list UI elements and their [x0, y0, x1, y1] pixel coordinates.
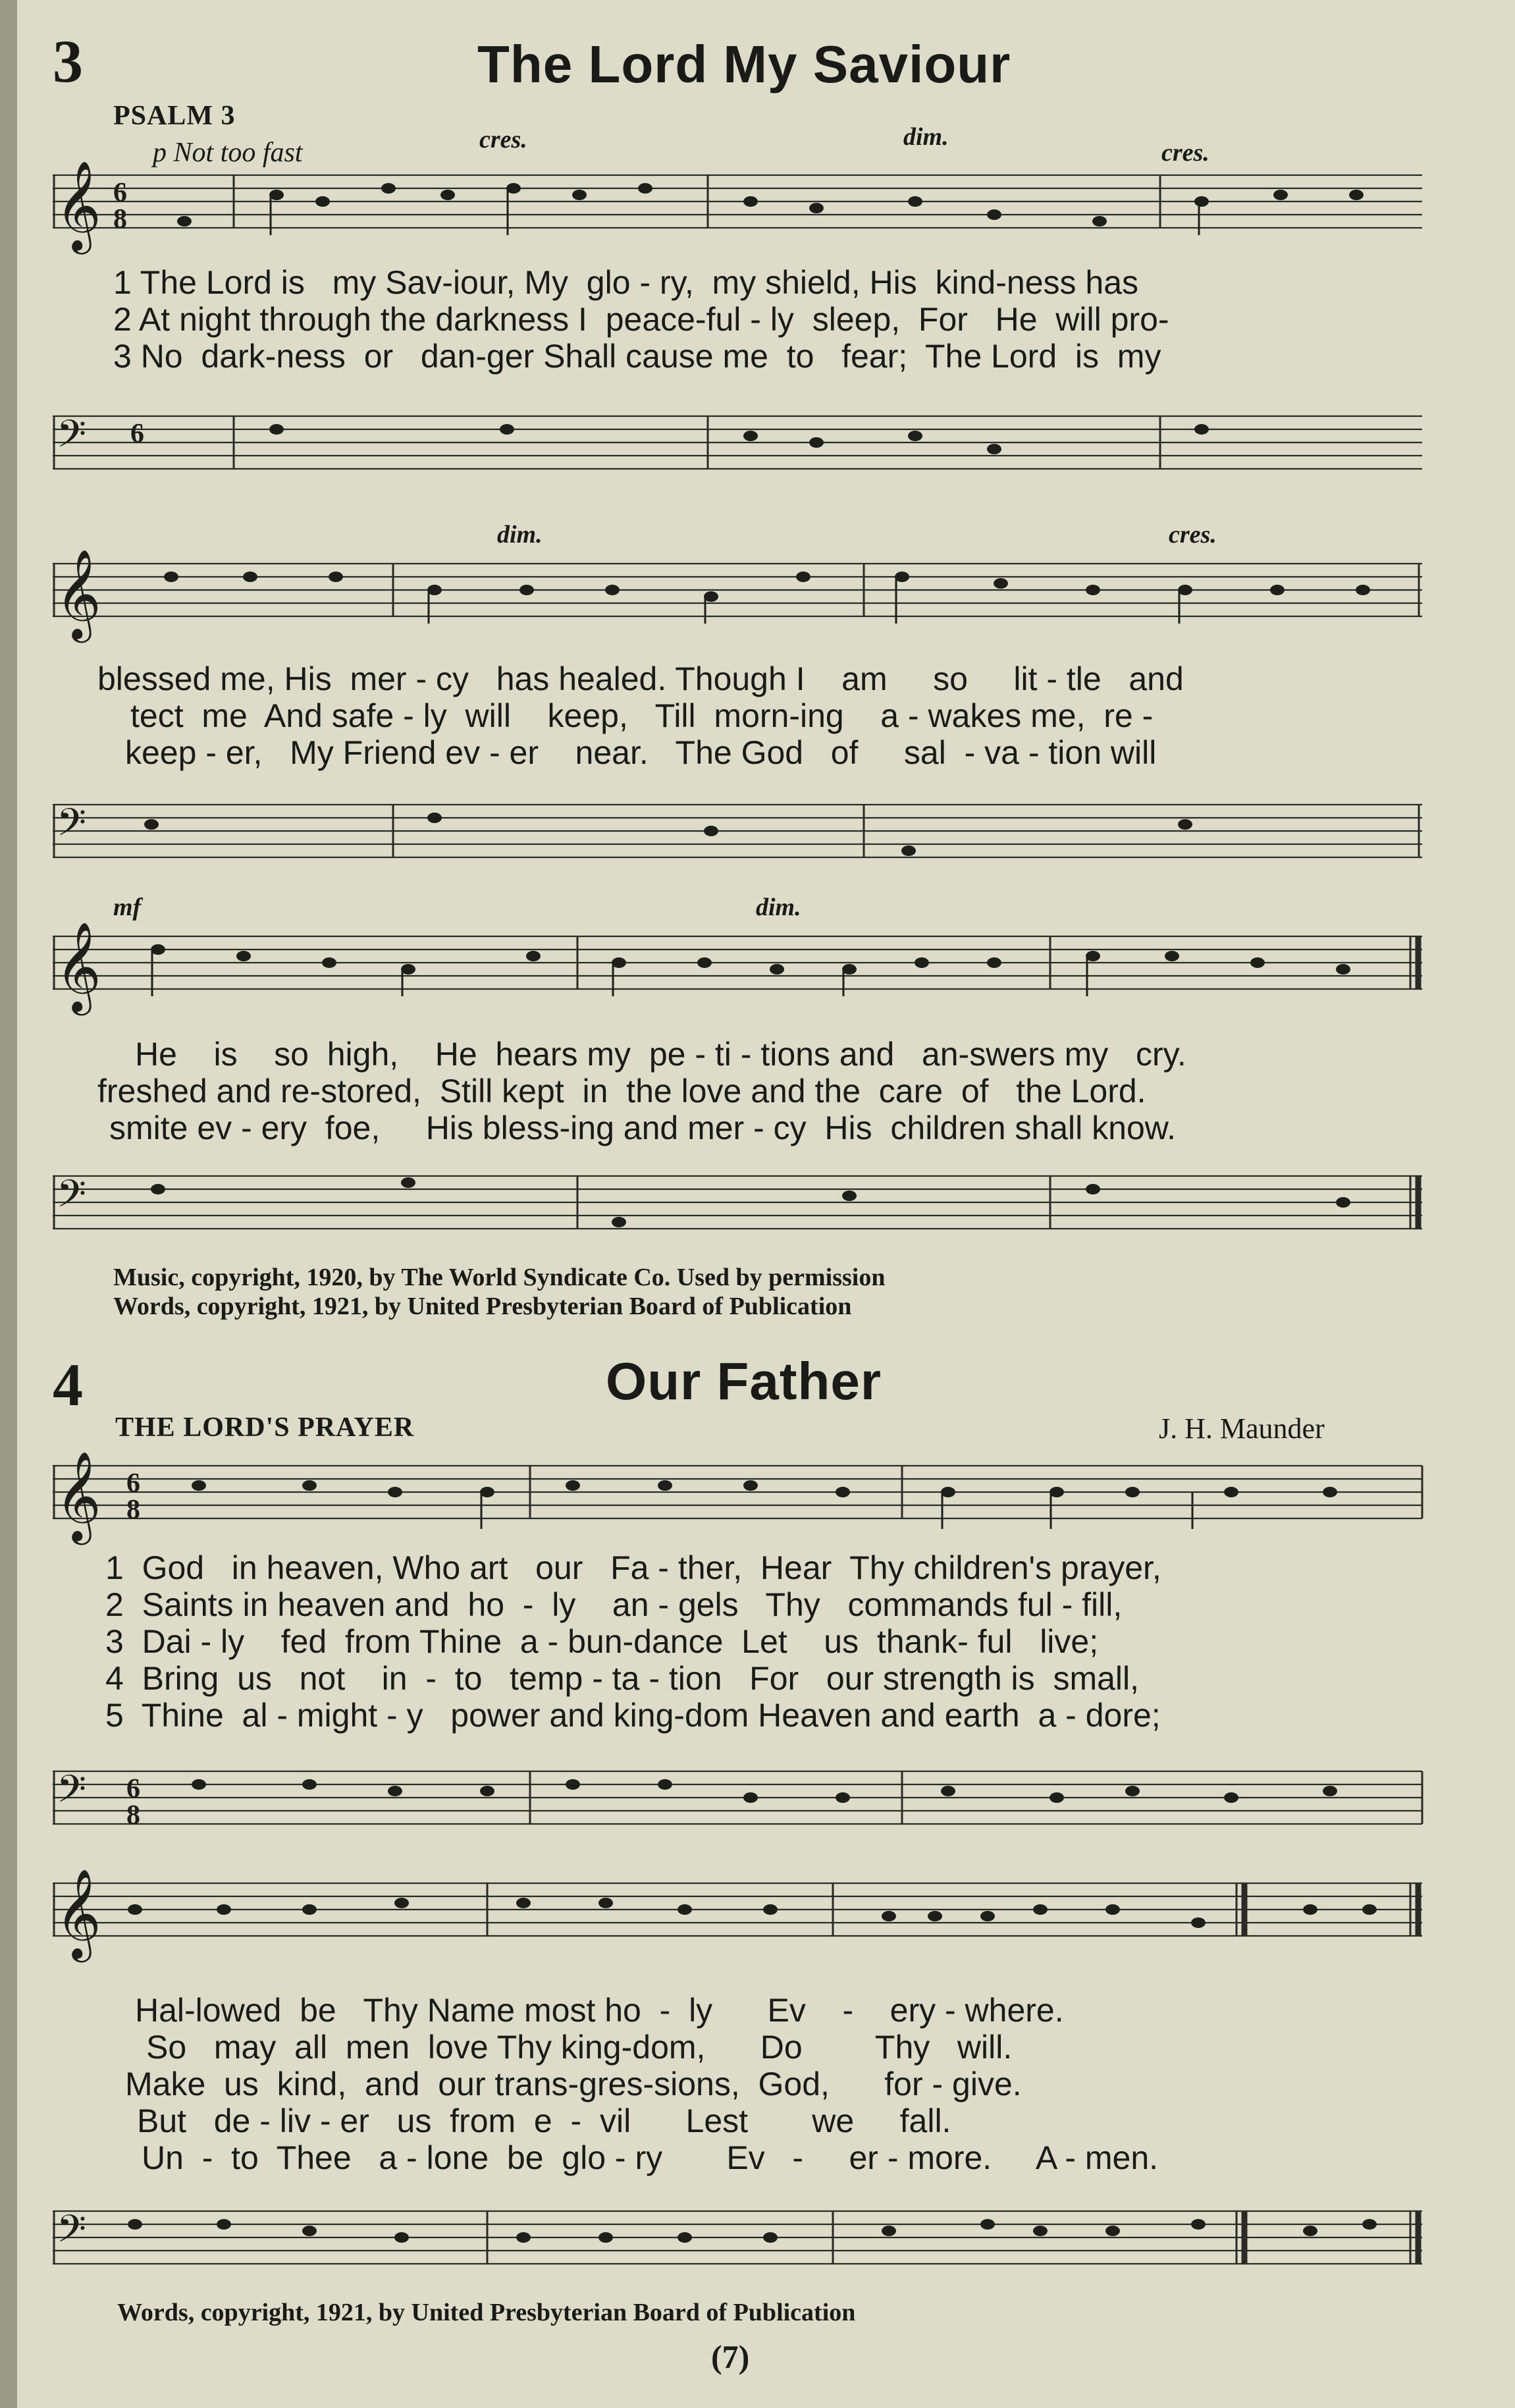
- hymn-source: THE LORD'S PRAYER: [115, 1412, 415, 1443]
- svg-text:𝄞: 𝄞: [55, 159, 101, 250]
- dynamic-mark: p: [153, 138, 167, 168]
- svg-text:8: 8: [126, 1495, 140, 1525]
- dynamic-dim: dim.: [497, 521, 543, 548]
- copyright-line: Words, copyright, 1921, by United Presbyterian Board of Publication: [117, 2299, 856, 2326]
- bass-staff: [53, 414, 1422, 479]
- lyric-line: 1 God in heaven, Who art our Fa - ther, Hear Thy children's prayer,: [105, 1549, 1161, 1586]
- dynamic-mf: mf: [113, 894, 142, 921]
- lyric-line: So may all men love Thy king-dom, Do Thy will.: [146, 2029, 1013, 2066]
- lyric-line: Hal-lowed be Thy Name most ho - ly Ev - ery - where.: [135, 1992, 1064, 2029]
- svg-text:6: 6: [130, 419, 144, 449]
- svg-text:6: 6: [126, 1468, 140, 1499]
- lyric-line: He is so high, He hears my pe - ti - tions and an-swers my cry.: [135, 1036, 1186, 1073]
- dynamic-cres: cres.: [1169, 521, 1217, 548]
- lyric-line: 3 Dai - ly fed from Thine a - bun-dance Let us thank- ful live;: [105, 1623, 1099, 1660]
- svg-text:𝄢: 𝄢: [57, 1171, 87, 1225]
- treble-staff: [53, 1867, 1422, 1958]
- hymn-title: Our Father: [606, 1352, 882, 1410]
- lyric-line: 3 No dark-ness or dan-ger Shall cause me to fear; The Lord is my: [113, 338, 1161, 375]
- bass-staff: [53, 1173, 1422, 1239]
- page-edge-shadow: [0, 0, 17, 2408]
- lyric-line: 4 Bring us not in - to temp - ta - tion For our strength is small,: [105, 1660, 1140, 1697]
- tempo-marking: [153, 137, 303, 169]
- svg-text:𝄢: 𝄢: [57, 2207, 87, 2261]
- lyric-line: keep - er, My Friend ev - er near. The God of sal - va - tion will: [125, 734, 1157, 771]
- copyright-line: Music, copyright, 1920, by The World Syndicate Co. Used by permission: [113, 1264, 886, 1291]
- svg-text:𝄞: 𝄞: [55, 1867, 101, 1958]
- svg-text:𝄢: 𝄢: [57, 412, 87, 466]
- dynamic-dim: dim.: [756, 894, 801, 921]
- svg-text:𝄞: 𝄞: [55, 548, 101, 639]
- svg-text:𝄢: 𝄢: [57, 1767, 87, 1821]
- hymn-title: The Lord My Saviour: [477, 35, 1011, 94]
- hymn-number: 3: [53, 28, 83, 95]
- bass-staff: [53, 1769, 1422, 1834]
- hymn-source: PSALM 3: [113, 101, 236, 131]
- page-number: (7): [711, 2338, 750, 2375]
- svg-text:6: 6: [113, 178, 127, 208]
- dynamic-cres: cres.: [479, 126, 527, 153]
- svg-text:𝄞: 𝄞: [55, 921, 101, 1011]
- bass-staff: [53, 802, 1422, 868]
- lyric-line: 1 The Lord is my Sav-iour, My glo - ry, my shield, His kind-ness has: [113, 264, 1139, 301]
- lyric-line: 2 At night through the darkness I peace-ful - ly sleep, For He will pro-: [113, 301, 1169, 338]
- lyric-line: smite ev - ery foe, His bless-ing and mer - cy His children shall know.: [109, 1110, 1176, 1146]
- copyright-line: Words, copyright, 1921, by United Presbyterian Board of Publication: [113, 1293, 852, 1320]
- dynamic-cres: cres.: [1161, 139, 1209, 167]
- svg-text:8: 8: [126, 1800, 140, 1831]
- lyric-line: Make us kind, and our trans-gres-sions, God, for - give.: [125, 2066, 1022, 2102]
- lyric-line: freshed and re-stored, Still kept in the love and the care of the Lord.: [97, 1073, 1146, 1110]
- lyric-line: 5 Thine al - might - y power and king-dom Heaven and earth a - dore;: [105, 1697, 1161, 1734]
- treble-staff: [53, 1450, 1422, 1541]
- svg-text:6: 6: [126, 1774, 140, 1804]
- treble-staff: [53, 548, 1422, 639]
- hymn-number: 4: [53, 1351, 83, 1418]
- treble-staff: [53, 921, 1422, 1011]
- treble-staff: [53, 159, 1422, 250]
- lyric-line: But de - liv - er us from e - vil Lest we fall.: [137, 2102, 951, 2139]
- svg-text:𝄢: 𝄢: [57, 800, 87, 854]
- lyric-line: 2 Saints in heaven and ho - ly an - gels Thy commands ful - fill,: [105, 1586, 1123, 1623]
- lyric-line: blessed me, His mer - cy has healed. Though I am so lit - tle and: [97, 660, 1184, 697]
- svg-text:8: 8: [113, 204, 127, 234]
- lyric-line: Un - to Thee a - lone be glo - ry Ev - er - more. A - men.: [142, 2139, 1159, 2176]
- composer-credit: J. H. Maunder: [1159, 1412, 1325, 1445]
- dynamic-dim: dim.: [903, 123, 949, 151]
- bass-staff: [53, 2208, 1422, 2274]
- lyric-line: tect me And safe - ly will keep, Till morn-ing a - wakes me, re -: [130, 697, 1154, 734]
- svg-text:𝄞: 𝄞: [55, 1450, 101, 1541]
- tempo-text: Not too fast: [173, 138, 303, 168]
